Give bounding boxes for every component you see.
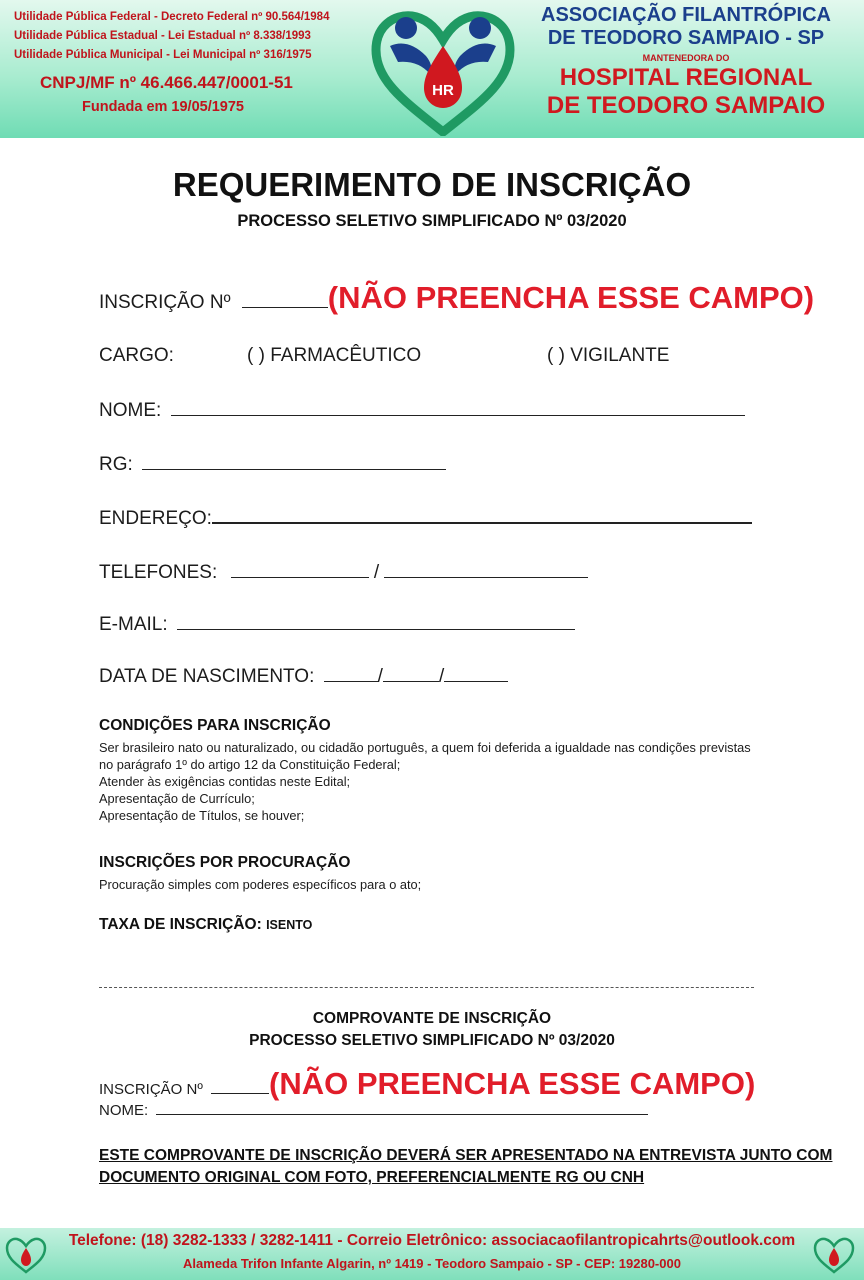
cnpj: CNPJ/MF nº 46.466.447/0001-51 [40,73,293,92]
federal-utility-line: Utilidade Pública Federal - Decreto Federal nº 90.564/1984 [14,11,330,23]
telefone1-field[interactable] [231,560,369,578]
svg-text:HR: HR [432,82,454,99]
cut-line-divider [99,987,754,988]
email-row [99,612,575,636]
conditions-text [99,739,839,824]
nome-label: NOME: [99,400,162,421]
birth-month-field[interactable] [383,664,439,682]
inscricao-label: INSCRIÇÃO Nº [99,292,231,313]
condition-line: no parágrafo 1º do artigo 12 da Constituição Federal; [99,757,401,772]
state-utility-line: Utilidade Pública Estadual - Lei Estadual nº 8.338/1993 [14,30,311,42]
association-line1: ASSOCIAÇÃO FILANTRÓPICA [541,4,831,26]
email-field[interactable] [177,612,575,630]
nome-field[interactable] [171,398,745,416]
fee-value: ISENTO [266,918,313,932]
inscricao-row [99,280,814,316]
telefone2-field[interactable] [384,560,588,578]
condition-line: Apresentação de Títulos, se houver; [99,808,305,823]
nascimento-label: DATA DE NASCIMENTO: [99,666,315,687]
receipt-notice-line2: DOCUMENTO ORIGINAL COM FOTO, PREFERENCIALMENTE RG OU CNH [99,1169,645,1186]
birth-year-field[interactable] [444,664,508,682]
telefones-row [99,560,588,584]
endereco-label: ENDEREÇO: [99,508,212,529]
fee-row [99,916,312,934]
receipt-nome-field[interactable] [156,1101,648,1115]
receipt-notice-line1: ESTE COMPROVANTE DE INSCRIÇÃO DEVERÁ SER APRESENTADO NA ENTREVISTA JUNTO COM [99,1147,833,1164]
hospital-logo-icon [368,4,518,136]
footer [0,1228,864,1280]
conditions-title: CONDIÇÕES PARA INSCRIÇÃO [99,717,331,734]
condition-line: Atender às exigências contidas neste Edital; [99,774,351,789]
receipt-nome-row [99,1101,648,1119]
association-name [514,4,858,119]
rg-field[interactable] [142,452,446,470]
fee-label: TAXA DE INSCRIÇÃO: [99,916,262,933]
condition-line: Ser brasileiro nato ou naturalizado, ou cidadão português, a quem foi deferida a igualdade nas condições previstas [99,740,751,755]
date-separator-1: / [377,666,383,687]
legal-info [14,8,374,115]
receipt-do-not-fill-warning: (NÃO PREENCHA ESSE CAMPO) [269,1066,756,1101]
hospital-line1: HOSPITAL REGIONAL [559,64,813,91]
cargo-option-farmaceutico[interactable]: ( ) FARMACÊUTICO [247,345,422,366]
maintainer-label: MANTENEDORA DO [642,53,730,63]
date-separator-2: / [438,666,445,687]
receipt-inscricao-field[interactable] [211,1080,269,1094]
email-label: E-MAIL: [99,614,168,635]
cargo-label: CARGO: [99,345,174,366]
proxy-text: Procuração simples com poderes específicos para o ato; [99,877,422,892]
footer-contact: Telefone: (18) 3282-1333 / 3282-1411 - Correio Eletrônico: associacaofilantropicahrts@outlook.com [68,1232,796,1249]
telefones-label: TELEFONES: [99,562,218,583]
founded-date: Fundada em 19/05/1975 [82,99,244,115]
do-not-fill-warning: (NÃO PREENCHA ESSE CAMPO) [327,280,815,315]
telefone-separator: / [373,562,380,583]
endereco-field[interactable] [212,506,752,524]
proxy-title: INSCRIÇÕES POR PROCURAÇÃO [99,854,351,871]
association-line2: DE TEODORO SAMPAIO - SP [547,27,825,49]
inscricao-field[interactable] [242,290,328,308]
cargo-option-vigilante[interactable]: ( ) VIGILANTE [547,345,670,366]
condition-line: Apresentação de Currículo; [99,791,255,806]
endereco-row [99,506,752,530]
rg-label: RG: [99,454,133,475]
rg-row [99,452,446,476]
footer-address: Alameda Trifon Infante Algarin, nº 1419 - Teodoro Sampaio - SP - CEP: 19280-000 [183,1256,681,1271]
hospital-line2: DE TEODORO SAMPAIO [546,92,826,119]
page-subtitle: PROCESSO SELETIVO SIMPLIFICADO Nº 03/2020 [237,212,627,230]
receipt-inscricao-row [99,1066,755,1102]
letterhead [0,0,864,138]
birth-day-field[interactable] [324,664,378,682]
receipt-subtitle: PROCESSO SELETIVO SIMPLIFICADO Nº 03/2020 [249,1032,615,1049]
page-title: REQUERIMENTO DE INSCRIÇÃO [172,166,692,203]
footer-logo-right-icon [812,1236,856,1274]
receipt-title: COMPROVANTE DE INSCRIÇÃO [312,1010,552,1027]
nome-row [99,398,745,422]
receipt-notice [99,1145,839,1189]
nascimento-row [99,664,508,688]
municipal-utility-line: Utilidade Pública Municipal - Lei Municipal nº 316/1975 [14,49,312,61]
receipt-inscricao-label: INSCRIÇÃO Nº [99,1081,203,1098]
receipt-nome-label: NOME: [99,1102,149,1119]
